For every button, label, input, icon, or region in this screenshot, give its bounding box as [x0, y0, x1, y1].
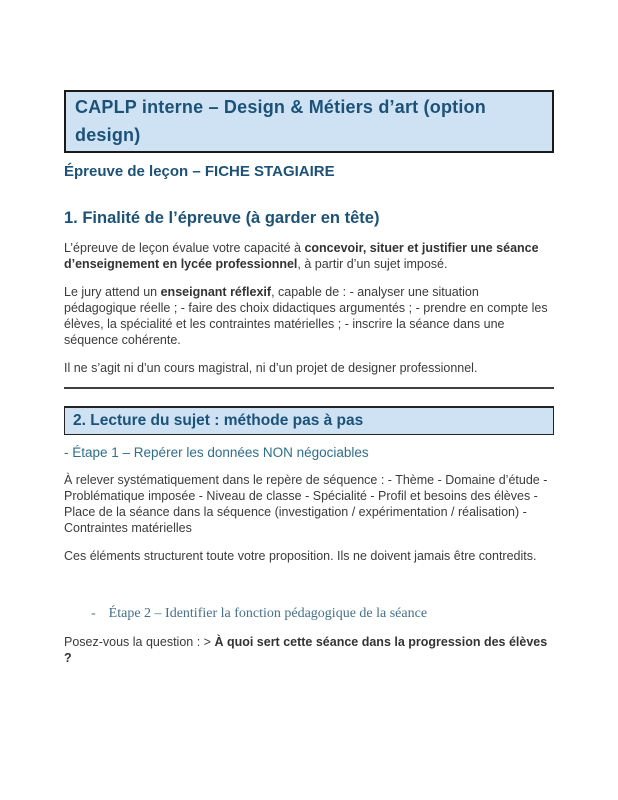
etape-1-heading: - Étape 1 – Repérer les données NON négociables [64, 445, 369, 460]
page-title: CAPLP interne – Design & Métiers d’art (option design) [75, 97, 486, 145]
section-divider [64, 387, 554, 389]
dash-bullet: - [91, 606, 96, 621]
etape-2-item [91, 606, 554, 622]
section-1-heading: 1. Finalité de l’épreuve (à garder en tête) [64, 209, 380, 227]
etape-1-paragraph-2: Ces éléments structurent toute votre proposition. Ils ne doivent jamais être contredits. [64, 549, 537, 563]
section-1-paragraph-2: Le jury attend un enseignant réflexif, capable de : - analyser une situation pédagogique réelle ; - faire des choix didactiques argumentés ; - prendre en compte les élèves, la spécialité et les contraintes matérielles ; - inscrire la séance dans une séquence cohérente. [64, 285, 548, 347]
section-2-heading-box [64, 406, 554, 435]
document-page [64, 90, 554, 666]
section-1-paragraph-3: Il ne s’agit ni d’un cours magistral, ni d’un projet de designer professionnel. [64, 361, 478, 375]
section-1-paragraph-1: L’épreuve de leçon évalue votre capacité à concevoir, situer et justifier une séance d’enseignement en lycée professionnel, à partir d’un sujet imposé. [64, 241, 539, 271]
section-2-heading: 2. Lecture du sujet : méthode pas à pas [73, 412, 364, 429]
etape-2-heading: Étape 2 – Identifier la fonction pédagogique de la séance [108, 606, 428, 621]
etape-1-paragraph-1: À relever systématiquement dans le repère de séquence : - Thème - Domaine d’étude - Problématique imposée - Niveau de classe - Spécialité - Profil et besoins des élèves - Place de la séance dans la séquence (investigation / expérimentation / réalisation) - Contraintes matérielles [64, 473, 548, 535]
document-subtitle: Épreuve de leçon – FICHE STAGIAIRE [64, 163, 335, 180]
title-box [64, 90, 554, 153]
etape-2-question: Posez-vous la question : > À quoi sert cette séance dans la progression des élèves ? [64, 635, 548, 665]
